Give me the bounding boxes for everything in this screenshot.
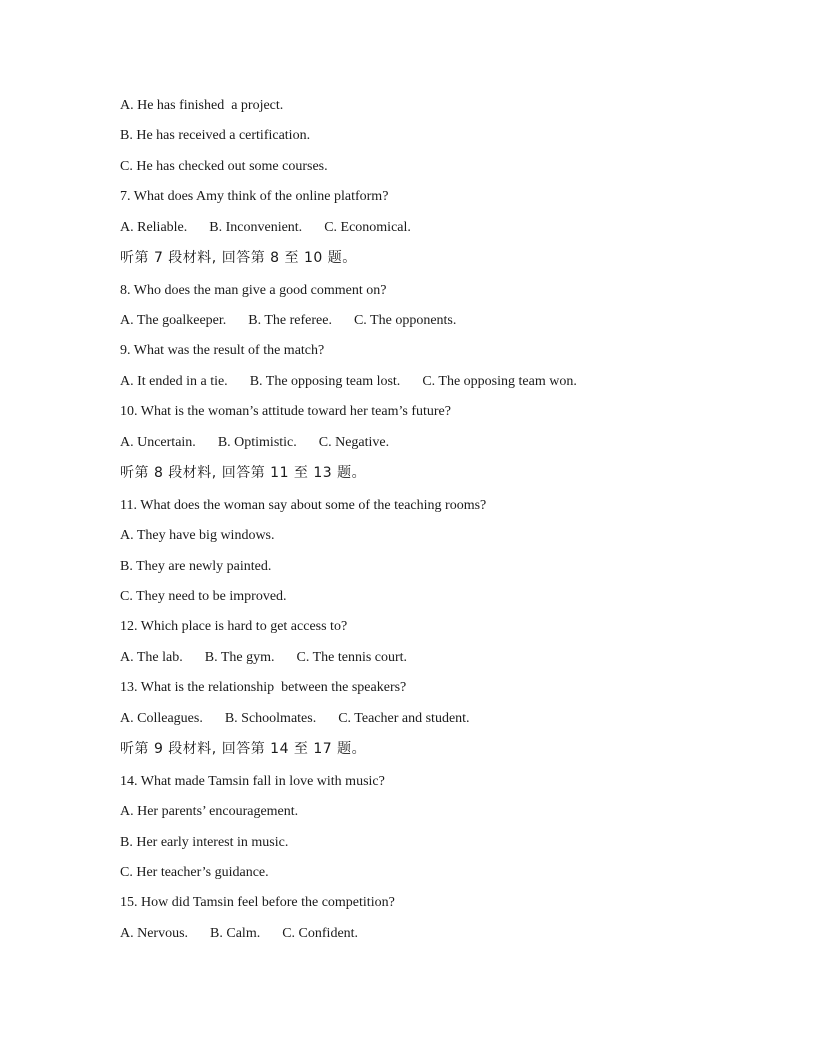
question-text: 11. What does the woman say about some of the teaching rooms?	[120, 498, 487, 513]
answer-options-row	[120, 925, 358, 943]
answer-option: A. The lab.	[120, 650, 183, 665]
question-text: 9. What was the result of the match?	[120, 343, 325, 358]
answer-option: A. Reliable.	[120, 220, 188, 235]
question-text: 8. Who does the man give a good comment on?	[120, 283, 387, 298]
answer-option: A. They have big windows.	[120, 528, 275, 543]
answer-options-row	[120, 373, 577, 391]
question-text: 12. Which place is hard to get access to?	[120, 619, 348, 634]
section-heading: 听第 8 段材料, 回答第 11 至 13 题。	[120, 465, 367, 481]
answer-option: C. The opposing team won.	[422, 374, 577, 389]
question-text: 10. What is the woman’s attitude toward her team’s future?	[120, 404, 451, 419]
answer-option: A. Nervous.	[120, 926, 189, 941]
question-text: 7. What does Amy think of the online platform?	[120, 189, 389, 204]
answer-options-row	[120, 312, 456, 330]
section-heading: 听第 7 段材料, 回答第 8 至 10 题。	[120, 250, 357, 266]
answer-option: B. The referee.	[248, 313, 332, 328]
answer-option: B. The gym.	[204, 650, 275, 665]
answer-option: C. Negative.	[318, 435, 390, 450]
answer-option: C. Confident.	[282, 926, 359, 941]
answer-option: B. Her early interest in music.	[120, 835, 289, 850]
answer-options-row	[120, 710, 470, 728]
answer-option: C. Her teacher’s guidance.	[120, 865, 269, 880]
answer-option: C. Economical.	[324, 220, 411, 235]
answer-option: B. They are newly painted.	[120, 559, 272, 574]
answer-option: C. Teacher and student.	[338, 711, 470, 726]
answer-options-row	[120, 219, 411, 237]
section-heading: 听第 9 段材料, 回答第 14 至 17 题。	[120, 741, 367, 757]
answer-option: A. Uncertain.	[120, 435, 196, 450]
answer-options-row	[120, 649, 407, 667]
answer-option: A. The goalkeeper.	[120, 313, 227, 328]
question-text: 13. What is the relationship between the speakers?	[120, 680, 407, 695]
answer-option: C. The opponents.	[353, 313, 457, 328]
answer-options-row	[120, 434, 389, 452]
answer-option: C. The tennis court.	[296, 650, 408, 665]
answer-option: C. He has checked out some courses.	[120, 159, 328, 174]
answer-option: A. It ended in a tie.	[120, 374, 228, 389]
answer-option: A. He has finished a project.	[120, 98, 284, 113]
answer-option: B. Inconvenient.	[209, 220, 303, 235]
answer-option: B. Schoolmates.	[224, 711, 317, 726]
answer-option: C. They need to be improved.	[120, 589, 287, 604]
answer-option: A. Her parents’ encouragement.	[120, 804, 299, 819]
answer-option: B. Calm.	[210, 926, 261, 941]
question-text: 14. What made Tamsin fall in love with music?	[120, 774, 385, 789]
answer-option: A. Colleagues.	[120, 711, 203, 726]
answer-option: B. The opposing team lost.	[249, 374, 401, 389]
answer-option: B. He has received a certification.	[120, 128, 311, 143]
question-text: 15. How did Tamsin feel before the competition?	[120, 895, 395, 910]
answer-option: B. Optimistic.	[217, 435, 297, 450]
